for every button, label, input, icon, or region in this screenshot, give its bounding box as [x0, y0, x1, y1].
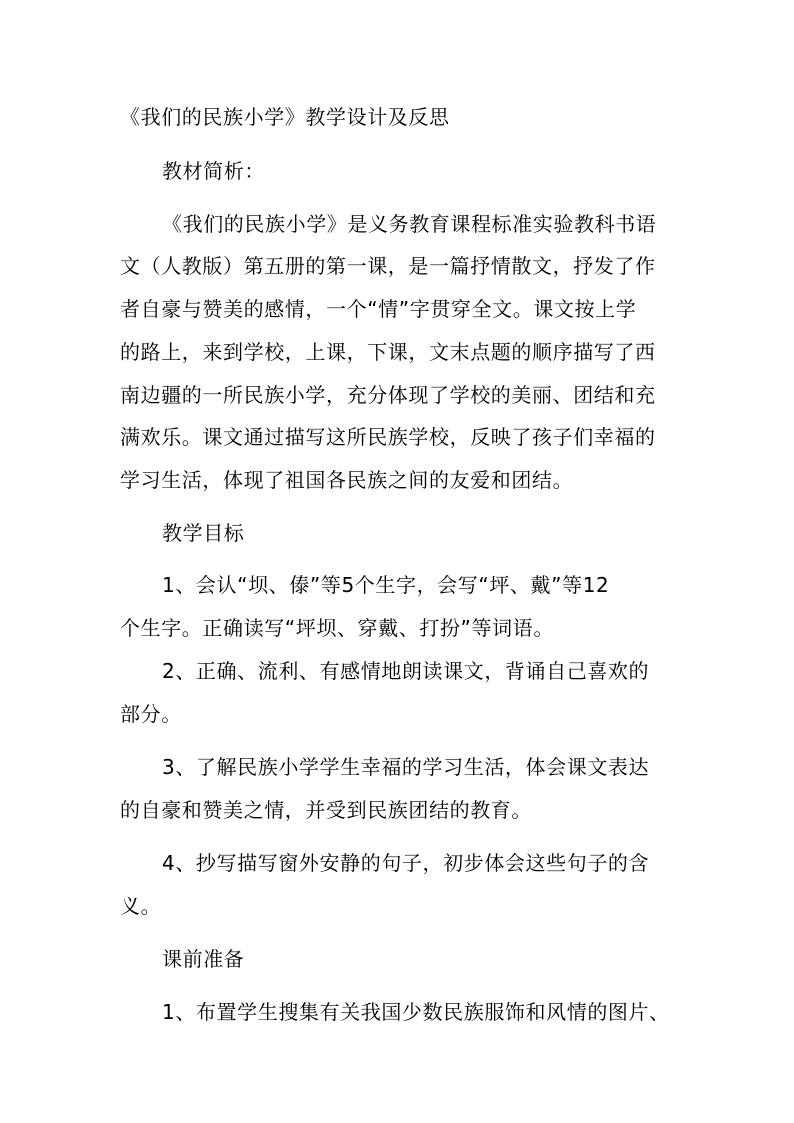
section-heading-teaching-goals: 教学目标: [162, 521, 245, 545]
paragraph-line: 《我们的民族小学》是义务教育课程标准实验教科书语: [162, 212, 657, 236]
goal-item-1-line-1: 1、会认“坝、傣”等5个生字，会写“坪、戴”等12: [162, 573, 610, 597]
paragraph-line: 南边疆的一所民族小学，充分体现了学校的美丽、团结和充: [120, 383, 656, 407]
goal-item-2-line-2: 部分。: [120, 702, 182, 726]
goal-item-3-line-1: 3、了解民族小学学生幸福的学习生活，体会课文表达: [162, 755, 650, 779]
goal-item-1-line-2: 个生字。正确读写“坪坝、穿戴、打扮”等词语。: [120, 616, 554, 640]
paragraph-line: 文（人教版）第五册的第一课，是一篇抒情散文，抒发了作: [120, 254, 656, 278]
goal-item-3-line-2: 的自豪和赞美之情，并受到民族团结的教育。: [120, 798, 532, 822]
goal-item-4-line-2: 义。: [120, 894, 162, 918]
paragraph-line: 者自豪与赞美的感情，一个“情”字贯穿全文。课文按上学: [120, 297, 637, 321]
document-title: 《我们的民族小学》教学设计及反思: [120, 105, 450, 129]
paragraph-line: 学习生活，体现了祖国各民族之间的友爱和团结。: [120, 468, 574, 492]
goal-item-2-line-1: 2、正确、流利、有感情地朗读课文，背诵自己喜欢的: [162, 659, 650, 683]
paragraph-line: 满欢乐。课文通过描写这所民族学校，反映了孩子们幸福的: [120, 425, 656, 449]
section-heading-preparation: 课前准备: [162, 947, 245, 971]
paragraph-line: 的路上，来到学校，上课，下课，文末点题的顺序描写了西: [120, 340, 656, 364]
section-heading-textbook-analysis: 教材简析：: [162, 159, 265, 183]
preparation-item-1-line-1: 1、布置学生搜集有关我国少数民族服饰和风情的图片、: [162, 1000, 670, 1024]
goal-item-4-line-1: 4、抄写描写窗外安静的句子，初步体会这些句子的含: [162, 851, 650, 875]
